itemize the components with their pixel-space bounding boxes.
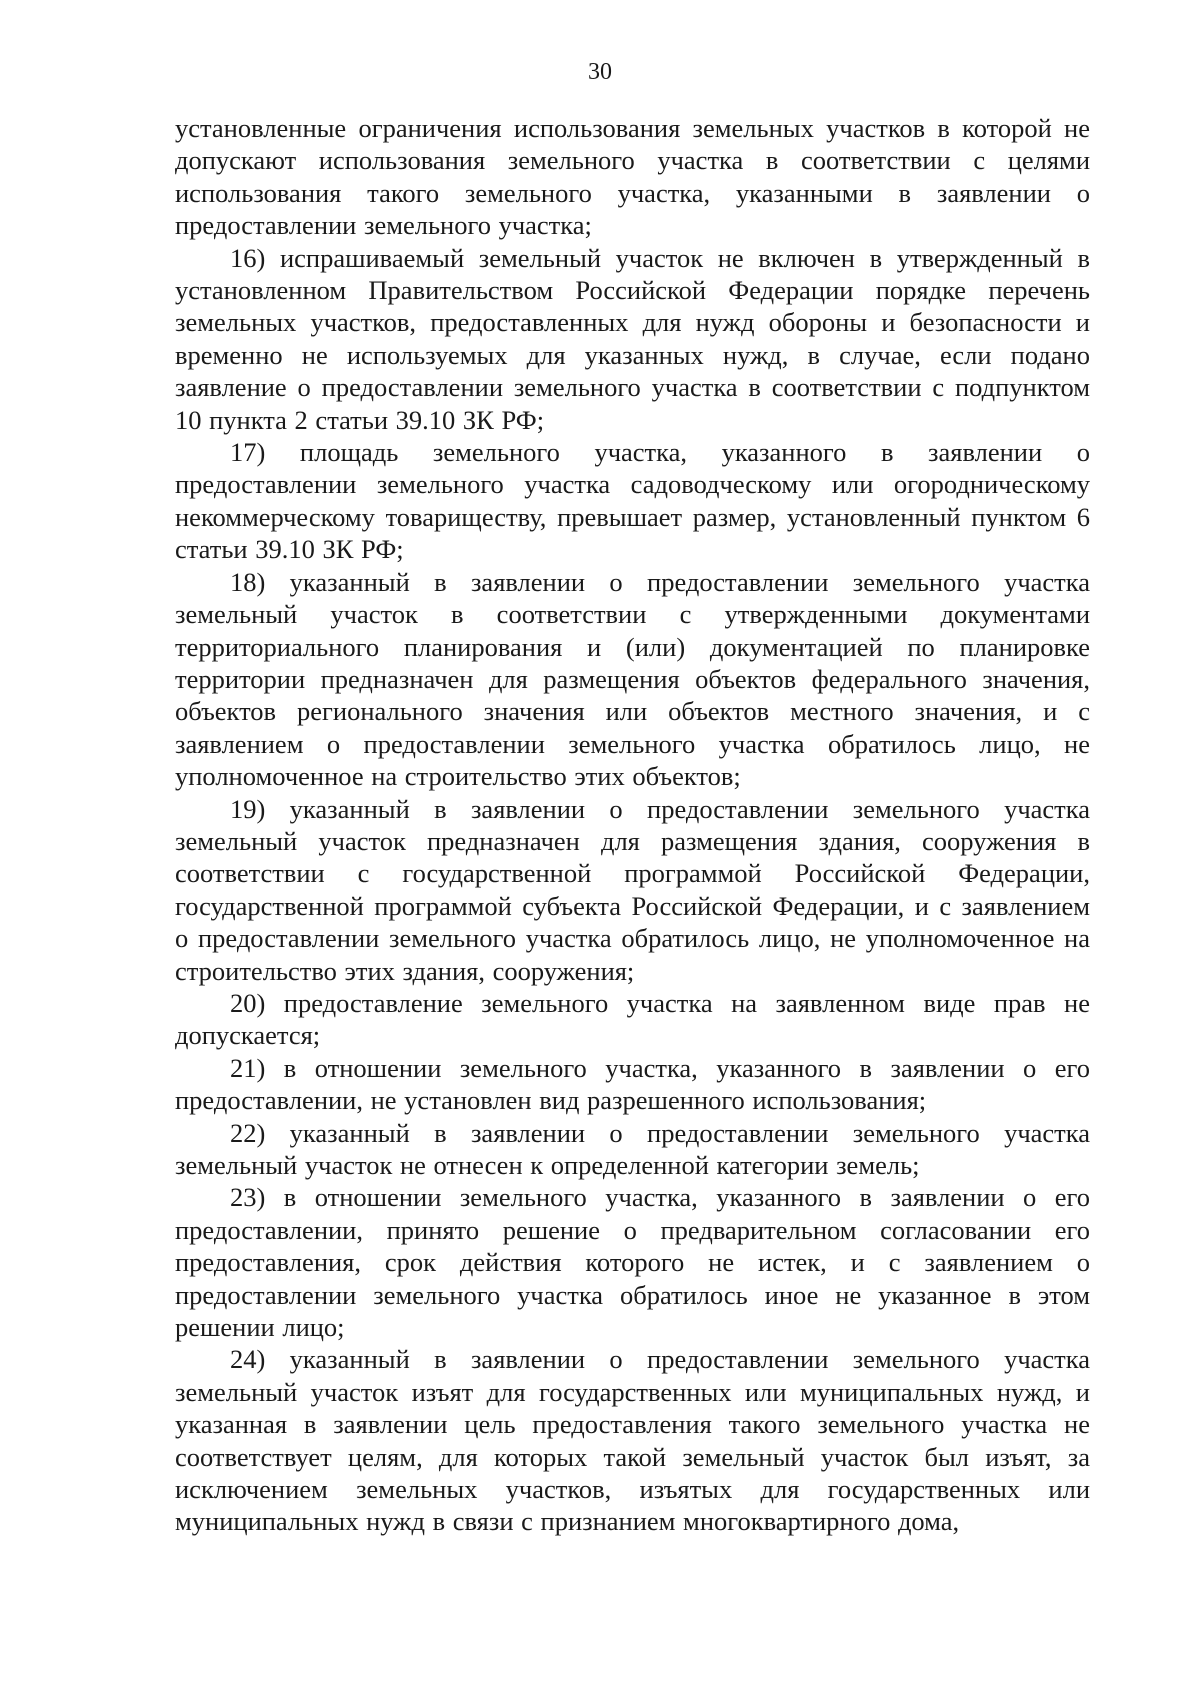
paragraph-item-18: 18) указанный в заявлении о предоставлении земельного участка земельный участок в соответствии с утвержденными документами территориального планирования и (или) документацией по планировке территории предназначен для размещения объектов федерального значения, объектов регионального значения или объектов местного значения, и с заявлением о предоставлении земельного участка обратилось лицо, не уполномоченное на строительство этих объектов;	[175, 566, 1090, 792]
paragraph-item-17: 17) площадь земельного участка, указанного в заявлении о предоставлении земельного участка садоводческому или огородническому некоммерческому товариществу, превышает размер, установленный пунктом 6 статьи 39.10 ЗК РФ;	[175, 437, 1090, 565]
paragraph-item-22: 22) указанный в заявлении о предоставлении земельного участка земельный участок не отнесен к определенной категории земель;	[175, 1117, 1090, 1180]
paragraph-item-20: 20) предоставление земельного участка на заявленном виде прав не допускается;	[175, 987, 1090, 1051]
page-number: 30	[588, 59, 612, 85]
paragraph-item-24: 24) указанный в заявлении о предоставлении земельного участка земельный участок изъят для государственных или муниципальных нужд, и указанная в заявлении цель предоставления такого земельного участка не соответствует целям, для которых такой земельный участок был изъят, за исключением земельных участков, изъятых для государственных или муниципальных нужд в связи с признанием многоквартирного дома,	[175, 1344, 1090, 1537]
paragraph-item-23: 23) в отношении земельного участка, указанного в заявлении о его предоставлении, принято решение о предварительном согласовании его предоставления, срок действия которого не истек, и с заявлением о предоставлении земельного участка обратилось иное не указанное в этом решении лицо;	[175, 1182, 1090, 1343]
document-body	[175, 112, 1090, 1538]
paragraph-item-19: 19) указанный в заявлении о предоставлении земельного участка земельный участок предназначен для размещения здания, сооружения в соответствии с государственной программой Российской Федерации, государственной программой субъекта Российской Федерации, и с заявлением о предоставлении земельного участка обратилось лицо, не уполномоченное на строительство этих здания, сооружения;	[175, 793, 1090, 986]
paragraph-item-21: 21) в отношении земельного участка, указанного в заявлении о его предоставлении, не установлен вид разрешенного использования;	[175, 1052, 1090, 1116]
paragraph-continuation: установленные ограничения использования земельных участков в которой не допускают использования земельного участка в соответствии с целями использования такого земельного участка, указанными в заявлении о предоставлении земельного участка;	[175, 113, 1090, 241]
paragraph-item-16: 16) испрашиваемый земельный участок не включен в утвержденный в установленном Правительством Российской Федерации порядке перечень земельных участков, предоставленных для нужд обороны и безопасности и временно не используемых для указанных нужд, в случае, если подано заявление о предоставлении земельного участка в соответствии с подпунктом 10 пункта 2 статьи 39.10 ЗК РФ;	[175, 242, 1090, 435]
